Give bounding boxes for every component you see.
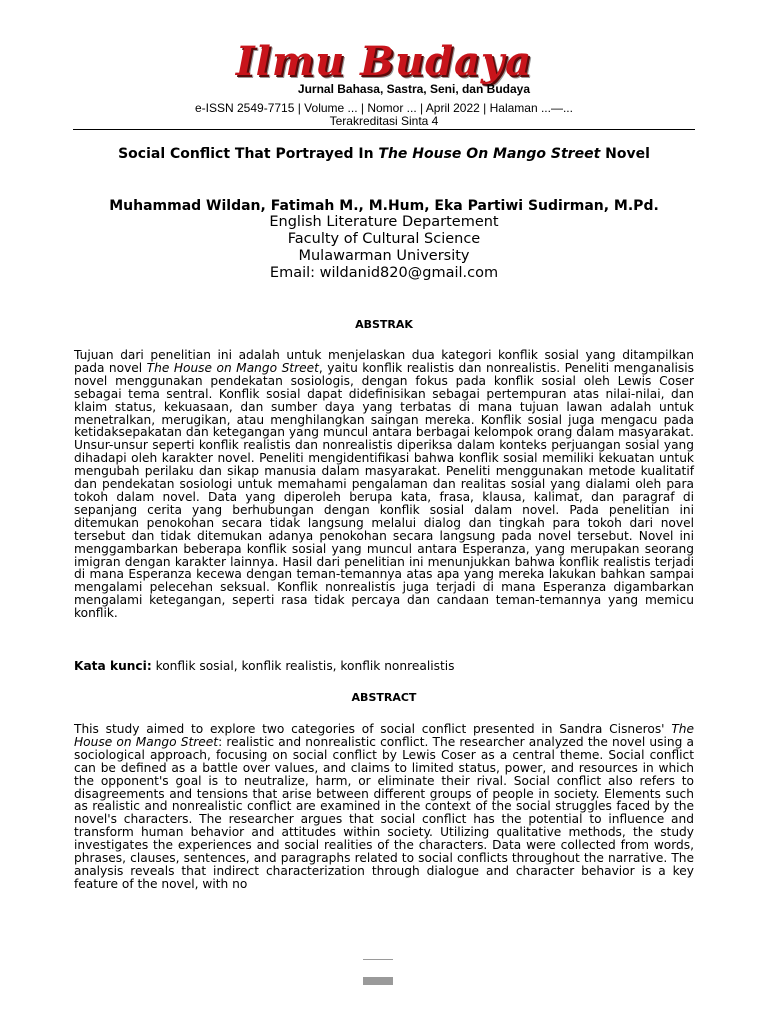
abstrak-paragraph xyxy=(74,349,694,620)
journal-logo: Ilmu Budaya xyxy=(235,38,533,85)
title-suffix: Novel xyxy=(600,146,650,162)
abstract-novel-title: The House on Mango Street xyxy=(74,722,694,749)
accreditation-line: Terakreditasi Sinta 4 xyxy=(329,114,439,128)
header-divider xyxy=(73,129,695,130)
affiliation-block xyxy=(0,214,768,282)
paper-title xyxy=(0,146,768,162)
keywords-line xyxy=(74,660,694,673)
abstrak-heading: ABSTRAK xyxy=(355,318,413,331)
faculty: Faculty of Cultural Science xyxy=(287,231,481,247)
title-italic: The House On Mango Street xyxy=(378,146,601,162)
email: Email: wildanid820@gmail.com xyxy=(269,265,499,281)
abstract-heading: ABSTRACT xyxy=(351,691,417,704)
abstrak-novel-title: The House on Mango Street xyxy=(146,360,319,375)
abstract-paragraph xyxy=(74,723,694,891)
author-list: Muhammad Wildan, Fatimah M., M.Hum, Eka Partiwi Sudirman, M.Pd. xyxy=(109,198,659,214)
page-indicator-bar xyxy=(363,977,393,985)
abstrak-text-1: Tujuan dari penelitian ini adalah untuk menjelaskan dua kategori konflik sosial yang ditampilkan pada novel xyxy=(74,348,694,375)
abstract-text-1: This study aimed to explore two categories of social conflict presented in Sandra Cisneros' xyxy=(74,722,672,736)
abstract-text-2: : realistic and nonrealistic conflict. The researcher analyzed the novel using a sociological approach, focusing on social conflict by Lewis Coser as a central theme. Social conflict can be defined as a battle over values, and claims to limited status, power, and resources in which the opponent's goal is to neutralize, harm, or eliminate their rival. Social conflict also refers to disagreements and tensions that arise between different groups of people in society. Elements such as realistic and nonrealistic conflict are examined in the context of the social struggles faced by the novel's characters. The researcher argues that social conflict has the potential to influence and transform human behavior and attitudes within society. Utilizing qualitative methods, the study investigates the experiences and social realities of the characters. Data were collected from words, phrases, clauses, sentences, and paragraphs related to social conflicts throughout the narrative. The analysis reveals that indirect characterization through dialogue and character behavior is a key feature of the novel, with no xyxy=(74,734,694,891)
journal-subtitle: Jurnal Bahasa, Sastra, Seni, dan Budaya xyxy=(297,82,530,96)
university: Mulawarman University xyxy=(298,248,470,264)
page-indicator-line xyxy=(363,959,393,960)
title-prefix: Social Conflict That Portrayed In xyxy=(118,146,379,162)
issn-line: e-ISSN 2549-7715 | Volume ... | Nomor ... | April 2022 | Halaman ...—... xyxy=(195,101,573,115)
department: English Literature Departement xyxy=(269,214,499,230)
abstrak-text-2: , yaitu konflik realistis dan nonrealistis. Peneliti menganalisis novel menggunakan pendekatan sosiologis, dengan fokus pada konflik sosial oleh Lewis Coser sebagai tema sentral. Konflik sosial dapat didefinisikan sebagai pertempuran atas nilai-nilai, dan klaim status, kekuasaan, dan sumber daya yang terbatas di mana tujuan lawan adalah untuk menetralkan, merugikan, atau menghilangkan saingan mereka. Konflik sosial juga mengacu pada ketidaksepakatan dan ketegangan yang muncul antara berbagai kelompok orang dalam masyarakat. Unsur-unsur seperti konflik realistis dan nonrealistis diperiksa dalam konteks perjuangan sosial yang dihadapi oleh karakter novel. Peneliti mengidentifikasi bahwa konflik sosial memiliki kekuatan untuk mengubah perilaku dan sikap manusia dalam masyarakat. Peneliti menggunakan metode kualitatif dan pendekatan sosiologi untuk memahami pengalaman dan realitas sosial yang dialami oleh para tokoh dalam novel. Data yang diperoleh berupa kata, frasa, klausa, kalimat, dan paragraf di sepanjang cerita yang berhubungan dengan konflik sosial dalam novel. Pada penelitian ini ditemukan penokohan secara tidak langsung melalui dialog dan tingkah para tokoh dari novel tersebut dan tidak ditemukan adanya penokohan secara langsung pada novel tersebut. Novel ini menggambarkan beberapa konflik sosial yang muncul antara Esperanza, yang merupakan seorang imigran dengan karakter lainnya. Hasil dari penelitian ini menunjukkan bahwa konflik realistis terjadi di mana Esperanza kecewa dengan teman-temannya atas apa yang mereka lakukan bahkan sampai mengalami pelecehan seksual. Konflik nonrealistis juga terjadi di mana Esperanza digambarkan mengalami ketegangan, seperti rasa tidak percaya dan candaan teman-temannya yang memicu konflik. xyxy=(74,360,694,621)
keywords-label: Kata kunci: xyxy=(74,659,152,673)
keywords-values: konflik sosial, konflik realistis, konflik nonrealistis xyxy=(151,659,455,673)
